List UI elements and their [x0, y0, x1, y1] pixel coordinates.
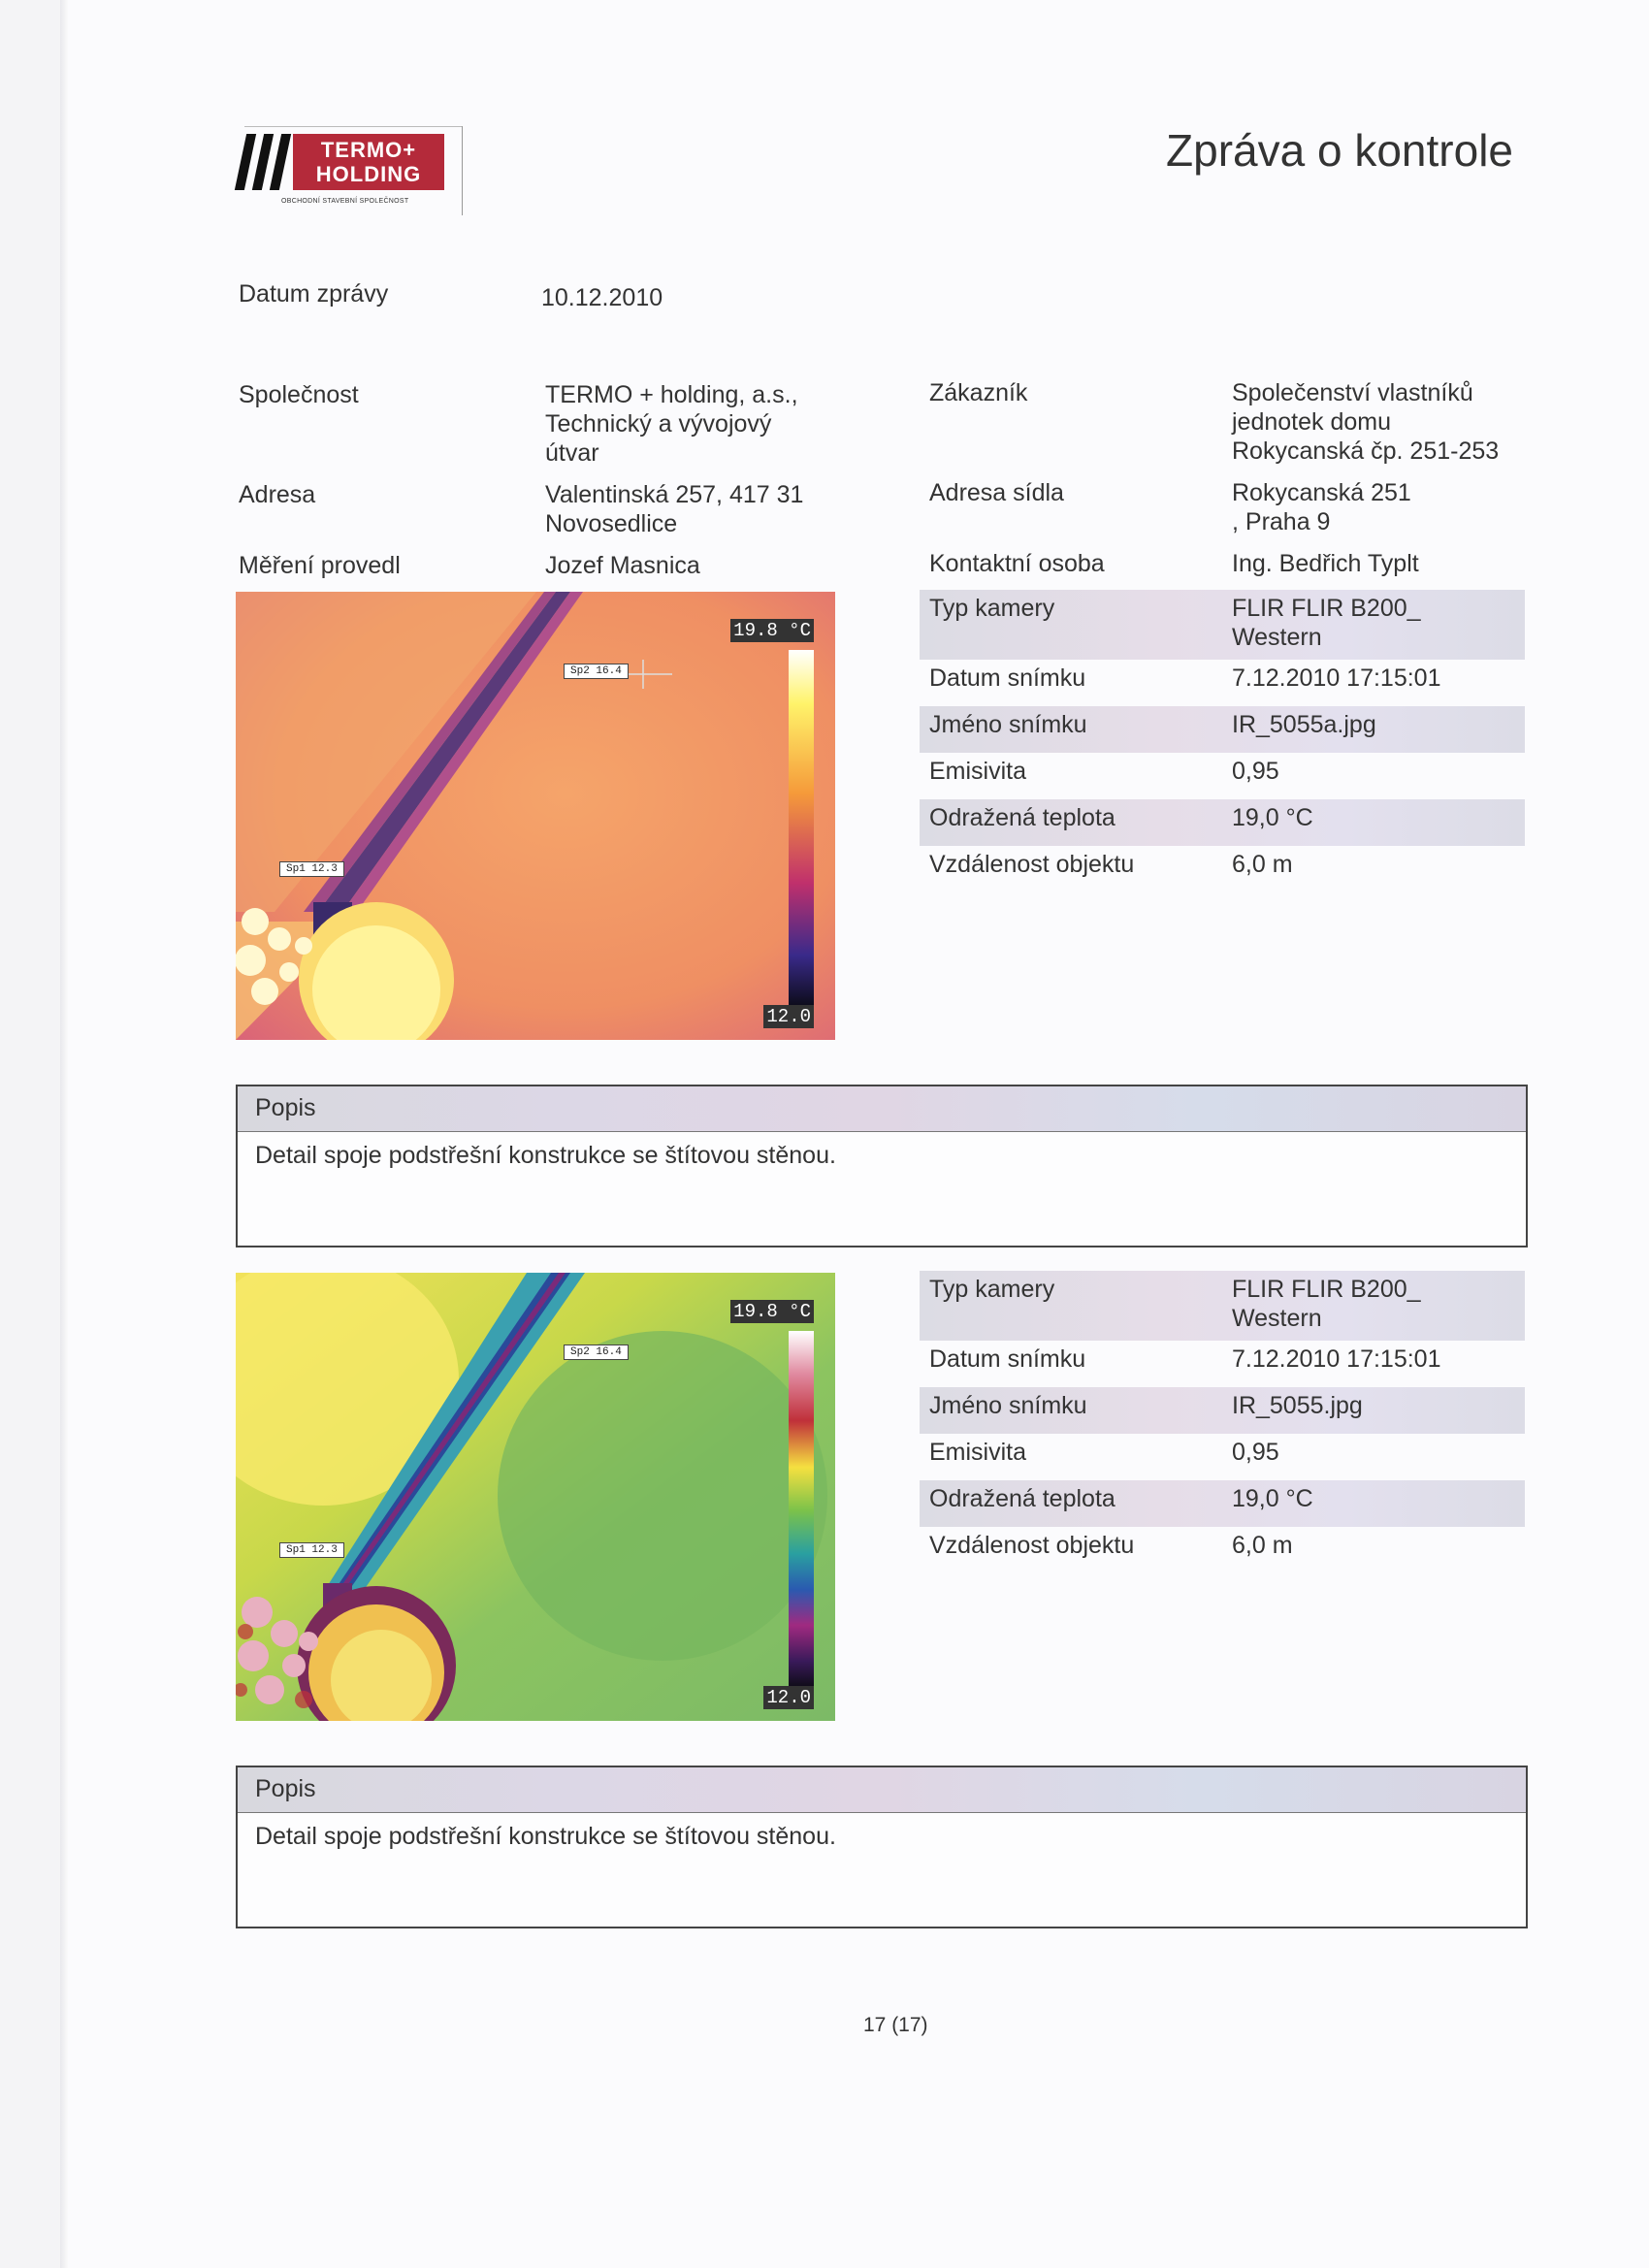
logo-line2: HOLDING — [315, 162, 422, 186]
prop-row-reflected-temp: Odražená teplota 19,0 °C — [920, 1480, 1525, 1527]
spot2-tag: Sp2 16.4 — [564, 1345, 629, 1360]
scale-min-label: 12.0 — [763, 1686, 814, 1709]
prop-row-emissivity: Emisivita 0,95 — [929, 1439, 1279, 1466]
address-line-1: Valentinská 257, 417 31 — [545, 481, 804, 508]
description-box-2 — [236, 1766, 1528, 1928]
contact-value: Ing. Bedřich Typlt — [1232, 550, 1419, 577]
customer-line-2: jednotek domu — [1232, 408, 1392, 436]
customer-label: Zákazník — [929, 379, 1028, 406]
customer-line-1: Společenství vlastníků — [1232, 379, 1473, 406]
props-table-1 — [920, 590, 1525, 892]
thermal-image-1 — [236, 592, 835, 1040]
report-date-value: 10.12.2010 — [541, 284, 663, 311]
contact-label: Kontaktní osoba — [929, 550, 1105, 577]
logo-bars-icon — [233, 134, 291, 190]
spot1-tag: Sp1 12.3 — [279, 861, 344, 877]
scale-max-label: 19.8 °C — [730, 619, 814, 642]
props-table-2 — [920, 1271, 1525, 1573]
spot1-tag: Sp1 12.3 — [279, 1542, 344, 1558]
prop-row-distance: Vzdálenost objektu 6,0 m — [929, 1532, 1293, 1559]
description-box-1 — [236, 1085, 1528, 1247]
company-line-1: TERMO + holding, a.s., — [545, 381, 798, 408]
measured-by-value: Jozef Masnica — [545, 552, 700, 579]
logo-line1: TERMO+ — [320, 138, 417, 162]
seat-address-line-2: , Praha 9 — [1232, 508, 1331, 535]
seat-address-label: Adresa sídla — [929, 479, 1064, 506]
prop-row-emissivity: Emisivita 0,95 — [929, 758, 1279, 785]
company-line-3: útvar — [545, 439, 599, 467]
description-label-2: Popis — [255, 1775, 316, 1802]
spot2-tag: Sp2 16.4 — [564, 664, 629, 679]
measured-by-label: Měření provedl — [239, 552, 401, 579]
prop-row-camera: Typ kamery FLIR FLIR B200_ Western — [920, 590, 1525, 660]
page-number: 17 (17) — [863, 2014, 928, 2036]
address-label: Adresa — [239, 481, 316, 508]
company-logo — [233, 126, 466, 215]
prop-row-reflected-temp: Odražená teplota 19,0 °C — [920, 799, 1525, 846]
prop-row-file: Jméno snímku IR_5055a.jpg — [920, 706, 1525, 753]
logo-tagline: OBCHODNÍ STAVEBNÍ SPOLEČNOST — [281, 198, 409, 205]
address-line-2: Novosedlice — [545, 510, 678, 537]
thermal-image-2 — [236, 1273, 835, 1721]
company-label: Společnost — [239, 381, 359, 408]
report-date-label: Datum zprávy — [239, 280, 389, 308]
report-title: Zpráva o kontrole — [1166, 125, 1513, 176]
description-text-2: Detail spoje podstřešní konstrukce se štítovou stěnou. — [255, 1823, 836, 1850]
scale-max-label: 19.8 °C — [730, 1300, 814, 1323]
customer-line-3: Rokycanská čp. 251-253 — [1232, 437, 1500, 465]
description-text-1: Detail spoje podstřešní konstrukce se štítovou stěnou. — [255, 1142, 836, 1169]
seat-address-line-1: Rokycanská 251 — [1232, 479, 1411, 506]
prop-row-file: Jméno snímku IR_5055.jpg — [920, 1387, 1525, 1434]
prop-row-date: Datum snímku 7.12.2010 17:15:01 — [929, 664, 1441, 692]
prop-row-camera: Typ kamery FLIR FLIR B200_ Western — [920, 1271, 1525, 1341]
scale-min-label: 12.0 — [763, 1005, 814, 1028]
company-line-2: Technický a vývojový — [545, 410, 772, 437]
prop-row-distance: Vzdálenost objektu 6,0 m — [929, 851, 1293, 878]
prop-row-date: Datum snímku 7.12.2010 17:15:01 — [929, 1345, 1441, 1373]
description-label-1: Popis — [255, 1094, 316, 1121]
